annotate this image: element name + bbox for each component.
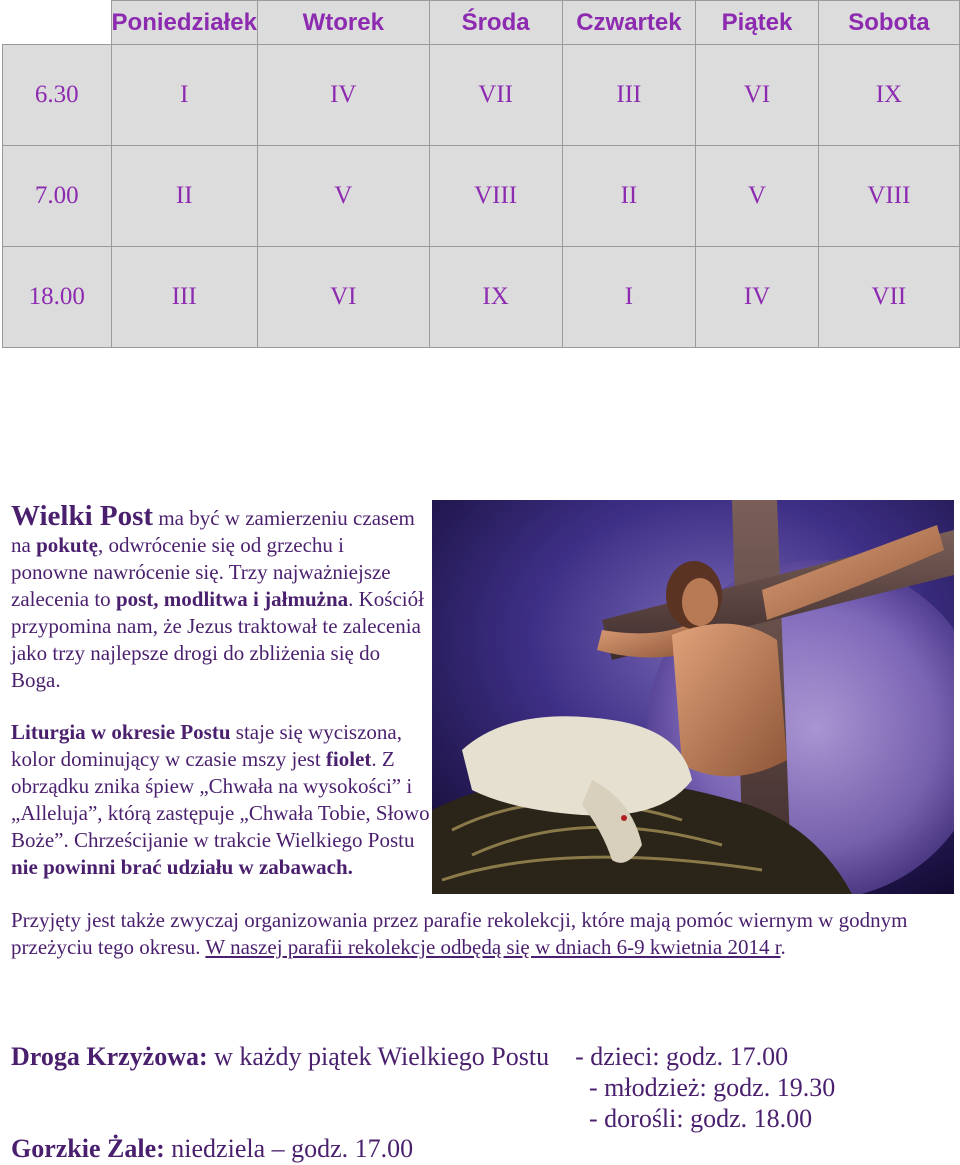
liturgy-emphasis: nie powinni brać udziału w zabawach [11, 855, 348, 879]
schedule-row [3, 146, 960, 247]
schedule-cell: IV [257, 45, 429, 146]
schedule-cell: VIII [818, 146, 959, 247]
schedule-cell: III [111, 247, 257, 348]
gorzkie-when: niedziela – godz. 17.00 [164, 1134, 414, 1163]
gorzkie-label: Gorzkie Żale: [11, 1134, 165, 1163]
mass-time: 7.00 [3, 146, 112, 247]
liturgy-emphasis: Liturgia w okresie Postu [11, 720, 231, 744]
retreat-paragraph [11, 907, 951, 961]
day-header: Piątek [696, 1, 819, 45]
droga-children: - dzieci: godz. 17.00 [575, 1042, 789, 1071]
liturgy-text: . [347, 855, 353, 879]
day-header: Wtorek [257, 1, 429, 45]
lent-emphasis: pokutę [36, 533, 98, 557]
mass-time: 6.30 [3, 45, 112, 146]
schedule-cell: VII [429, 45, 562, 146]
schedule-cell: V [696, 146, 819, 247]
lent-text: ma być w zamierzeniu czasem na [11, 506, 415, 557]
schedule-cell: IX [818, 45, 959, 146]
schedule-header-row [3, 1, 960, 45]
lamb-blood-mark [621, 815, 627, 821]
lent-text: , odwrócenie się od grzechu i ponowne nawrócenie się. Trzy najważniejsze zalecenia to [11, 533, 391, 611]
retreat-text: . [780, 935, 786, 959]
lent-emphasis: post, modlitwa i jałmużna [115, 587, 349, 611]
droga-krzyzowa-line [11, 1042, 788, 1072]
schedule-cell: II [111, 146, 257, 247]
day-header: Sobota [818, 1, 959, 45]
droga-youth: - młodzież: godz. 19.30 [589, 1073, 836, 1102]
crucifixion-image [432, 500, 954, 894]
schedule-cell: IX [429, 247, 562, 348]
schedule-cell: IV [696, 247, 819, 348]
schedule-cell: VII [818, 247, 959, 348]
schedule-row [3, 45, 960, 146]
retreat-dates: W naszej parafii rekolekcje odbędą się w dniach 6-9 kwietnia 2014 r [205, 935, 781, 959]
schedule-cell: V [257, 146, 429, 247]
droga-when: w każdy piątek Wielkiego Postu [207, 1042, 550, 1071]
gorzkie-zale-line [11, 1134, 413, 1164]
schedule-cell: III [562, 45, 696, 146]
schedule-table [2, 0, 960, 348]
schedule-corner [3, 1, 112, 45]
schedule-cell: I [111, 45, 257, 146]
schedule-cell: VIII [429, 146, 562, 247]
day-header: Poniedziałek [111, 1, 257, 45]
lent-paragraph [11, 500, 426, 694]
day-header: Czwartek [562, 1, 696, 45]
crucifixion-illustration [432, 500, 954, 894]
droga-adults: - dorośli: godz. 18.00 [589, 1104, 813, 1133]
face-shape [682, 578, 718, 626]
schedule-cell: II [562, 146, 696, 247]
liturgy-text: staje się wyciszona, kolor dominujący w czasie mszy jest [11, 720, 402, 771]
torso-shape [672, 624, 787, 777]
retreat-text: Przyjęty jest także zwyczaj organizowania przez parafie rekolekcji, które mają pomóc wiernym w godnym przeżyciu tego okresu. [11, 908, 908, 959]
schedule-cell: VI [696, 45, 819, 146]
schedule-cell: I [562, 247, 696, 348]
day-header: Środa [429, 1, 562, 45]
liturgy-text: . Z obrządku znika śpiew „Chwała na wysokości” i „Alleluja”, którą zastępuje „Chwała Tobie, Słowo Boże”. Chrześcijanie w trakcie Wielkiego Postu [11, 747, 430, 852]
lent-text: . Kościół przypomina nam, że Jezus traktował te zalecenia jako trzy najlepsze drogi do zbliżenia się do Boga. [11, 587, 424, 692]
schedule-cell: VI [257, 247, 429, 348]
liturgy-emphasis: fiolet [325, 747, 372, 771]
lent-title: Wielki Post [11, 500, 154, 532]
schedule-row [3, 247, 960, 348]
droga-label: Droga Krzyżowa: [11, 1042, 208, 1071]
liturgy-paragraph [11, 719, 431, 881]
mass-time: 18.00 [3, 247, 112, 348]
